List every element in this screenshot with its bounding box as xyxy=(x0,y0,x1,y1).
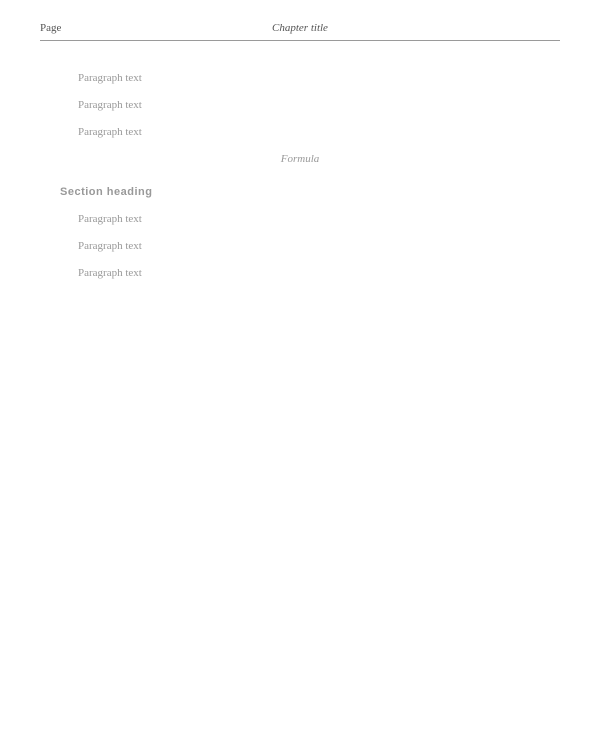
page-number: Page xyxy=(40,22,62,34)
formula: Formula xyxy=(280,153,320,166)
paragraph-4: Paragraph text xyxy=(78,213,142,226)
paragraph-2: Paragraph text xyxy=(78,99,142,112)
paragraph-6: Paragraph text xyxy=(78,267,142,280)
paragraph-5: Paragraph text xyxy=(78,240,142,253)
text-column xyxy=(60,70,540,292)
paragraph-3: Paragraph text xyxy=(78,126,142,139)
running-head xyxy=(40,22,560,41)
section-heading: Section heading xyxy=(60,186,153,199)
running-title: Chapter title xyxy=(272,22,328,34)
paragraph-1: Paragraph text xyxy=(78,72,142,84)
